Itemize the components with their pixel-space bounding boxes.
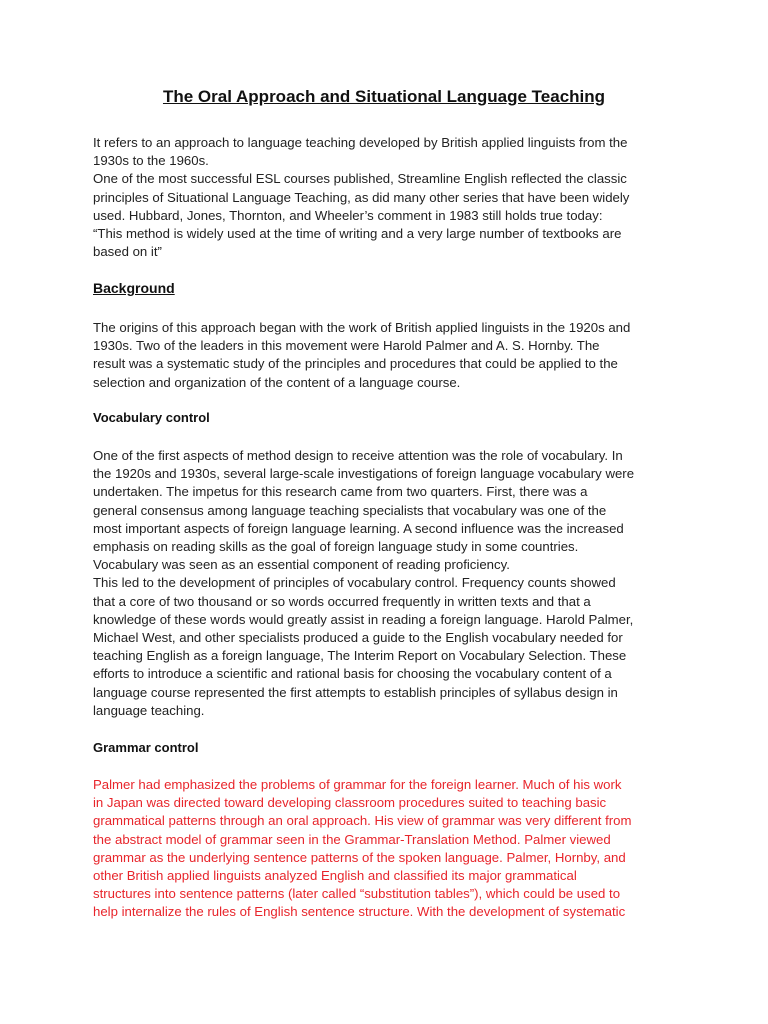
background-line: 1930s. Two of the leaders in this movement were Harold Palmer and A. S. Hornby. The bbox=[93, 338, 600, 354]
grammar-line: structures into sentence patterns (later called “substitution tables”), which could be used to bbox=[93, 886, 621, 902]
grammar-line: Palmer had emphasized the problems of grammar for the foreign learner. Much of his work bbox=[93, 777, 622, 792]
intro-line: principles of Situational Language Teaching, as did many other series that have been widely bbox=[93, 189, 630, 205]
background-paragraph bbox=[93, 319, 683, 392]
vocabulary-line: This led to the development of principles of vocabulary control. Frequency counts showed bbox=[93, 575, 616, 591]
vocabulary-line: general consensus among language teaching specialists that vocabulary was one of the bbox=[93, 502, 607, 518]
grammar-heading: Grammar control bbox=[93, 740, 199, 755]
grammar-line: grammar as the underlying sentence patterns of the spoken language. Palmer, Hornby, and bbox=[93, 849, 626, 865]
intro-line: based on it” bbox=[93, 244, 162, 260]
background-heading: Background bbox=[93, 280, 175, 296]
background-line: result was a systematic study of the principles and procedures that could be applied to the bbox=[93, 356, 618, 372]
vocabulary-line: Vocabulary was seen as an essential component of reading proficiency. bbox=[93, 557, 510, 573]
vocabulary-line: language course represented the first attempts to establish principles of syllabus design in bbox=[93, 684, 618, 700]
vocabulary-line: efforts to introduce a scientific and rational basis for choosing the vocabulary content of a bbox=[93, 666, 612, 682]
vocabulary-heading: Vocabulary control bbox=[93, 410, 210, 425]
vocabulary-line: undertaken. The impetus for this research came from two quarters. First, there was a bbox=[93, 484, 588, 500]
vocabulary-line: that a core of two thousand or so words occurred frequently in written texts and that a bbox=[93, 593, 591, 609]
vocabulary-paragraph bbox=[93, 447, 683, 720]
vocabulary-line: emphasis on reading skills as the goal of foreign language study in some countries. bbox=[93, 539, 579, 555]
vocabulary-line: knowledge of these words would greatly assist in reading a foreign language. Harold Palmer, bbox=[93, 611, 634, 627]
grammar-line: other British applied linguists analyzed English and classified its major grammatical bbox=[93, 868, 577, 884]
vocabulary-line: the 1920s and 1930s, several large-scale investigations of foreign language vocabulary were bbox=[93, 466, 635, 482]
background-line: selection and organization of the content of a language course. bbox=[93, 374, 461, 390]
vocabulary-line: Michael West, and other specialists produced a guide to the English vocabulary needed for bbox=[93, 630, 623, 646]
vocabulary-line: teaching English as a foreign language, The Interim Report on Vocabulary Selection. These bbox=[93, 648, 627, 664]
grammar-paragraph bbox=[93, 776, 683, 922]
grammar-line: help internalize the rules of English sentence structure. With the development of systematic bbox=[93, 904, 626, 920]
intro-line: 1930s to the 1960s. bbox=[93, 153, 209, 169]
page-title: The Oral Approach and Situational Language Teaching bbox=[162, 87, 606, 106]
grammar-line: the abstract model of grammar seen in the Grammar-Translation Method. Palmer viewed bbox=[93, 831, 611, 847]
intro-paragraph bbox=[93, 134, 683, 261]
vocabulary-line: most important aspects of foreign language learning. A second influence was the increased bbox=[93, 520, 624, 536]
intro-line: used. Hubbard, Jones, Thornton, and Wheeler’s comment in 1983 still holds true today: bbox=[93, 207, 603, 223]
intro-line: “This method is widely used at the time of writing and a very large number of textbooks are bbox=[93, 226, 622, 242]
background-line: The origins of this approach began with the work of British applied linguists in the 1920s and bbox=[93, 320, 631, 335]
grammar-line: grammatical patterns through an oral approach. His view of grammar was very different from bbox=[93, 813, 632, 829]
grammar-line: in Japan was directed toward developing classroom procedures suited to teaching basic bbox=[93, 795, 607, 811]
vocabulary-line: One of the first aspects of method design to receive attention was the role of vocabulary. In bbox=[93, 448, 623, 463]
vocabulary-line: language teaching. bbox=[93, 702, 205, 718]
intro-line: It refers to an approach to language teaching developed by British applied linguists from the bbox=[93, 135, 628, 150]
intro-line: One of the most successful ESL courses published, Streamline English reflected the classic bbox=[93, 171, 627, 187]
